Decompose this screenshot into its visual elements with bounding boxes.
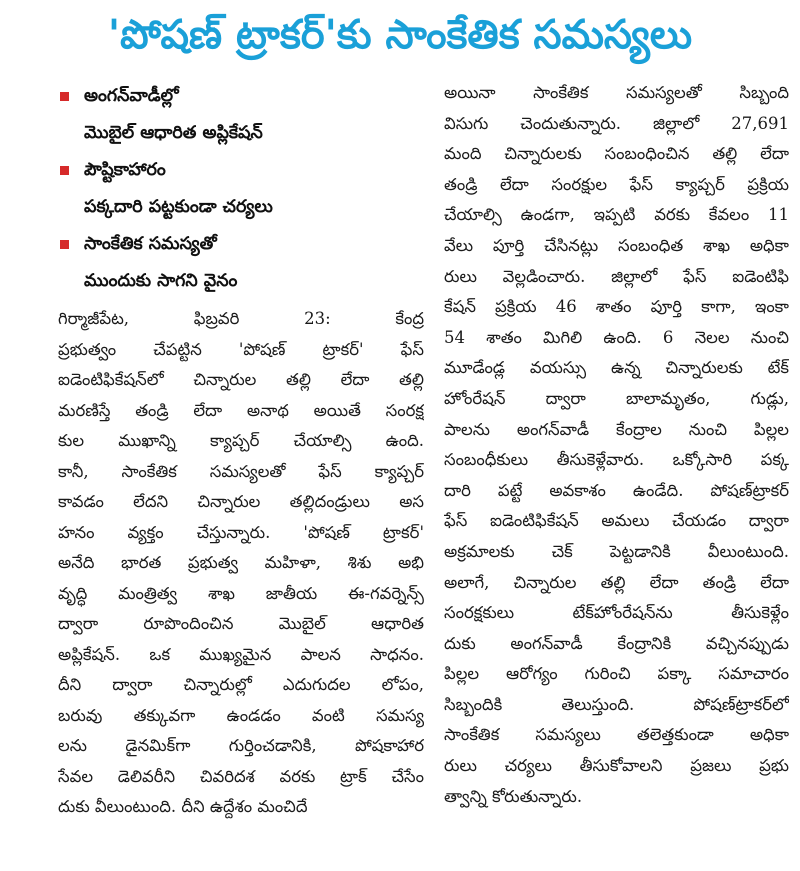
body-line: అప్లికేషన్. ఒక ముఖ్యమైన పాలన సాధనం. [58, 644, 424, 664]
body-line: రులు చర్యలు తీసుకోవాలని ప్రజలు ప్రభు [444, 756, 789, 776]
body-line: 54 శాతం మిగిలి ఉంది. 6 నెలల నుంచి [444, 327, 789, 347]
body-line: అక్రమాలకు చెక్ పెట్టడానికి వీలుంటుంది. [444, 541, 789, 561]
highlight-item [58, 152, 424, 226]
body-line: ద్వారా రూపొందించిన మొబైల్ ఆధారిత [58, 614, 424, 633]
body-line: సేవల డెలివరీని చివరిదశ వరకు ట్రాక్ చేసేం [58, 766, 424, 786]
body-line: మరణిస్తే తండ్రి లేదా అనాథ అయితే సంరక్ష [58, 400, 424, 420]
body-line: ఐడెంటిఫికేషన్‌లో చిన్నారుల తల్లి లేదా తల్లి [58, 370, 424, 389]
body-line: అలాగే, చిన్నారుల తల్లి లేదా తండ్రి లేదా [444, 572, 789, 592]
body-line: తండ్రి లేదా సంరక్షుల ఫేస్ క్యాప్చర్ ప్రక్రియ [444, 174, 789, 194]
highlight-line: పౌష్టికాహారం [84, 160, 166, 180]
body-line: దుకు అంగన్‌వాడీ కేంద్రానికి వచ్చినప్పుడు [444, 633, 789, 653]
body-line: హనం వ్యక్తం చేస్తున్నారు. 'పోషణ్ ట్రాకర్' [58, 522, 424, 542]
body-line: పాలను అంగన్‌వాడీ కేంద్రాల నుంచి పిల్లల [444, 419, 789, 439]
body-line: సిబ్బందికి తెలుస్తుంది. పోషణ్‌ట్రాకర్‌లో [444, 694, 789, 714]
body-line: సంబంధీకులు తీసుకెళ్లేవారు. ఒక్కోసారి పక్క [444, 450, 789, 470]
body-line: మంది చిన్నారులకు సంబంధించిన తల్లి లేదా [444, 144, 789, 164]
square-bullet-icon [60, 240, 69, 249]
body-line: గిర్మాజీపేట, ఫిబ్రవరి 23: కేంద్ర [58, 309, 424, 328]
highlight-item [58, 78, 424, 152]
body-line: విసుగు చెందుతున్నారు. జిల్లాలో 27,691 [444, 113, 789, 133]
body-text-right [444, 78, 789, 812]
body-line: బరువు తక్కువగా ఉండడం వంటి సమస్య [58, 705, 424, 725]
body-line: దారి పట్టే అవకాశం ఉండేది. పోషణ్‌ట్రాకర్ [444, 480, 789, 500]
body-line: వృద్ధి మంత్రిత్వ శాఖ జాతీయ ఈ-గవర్నెన్స్ [58, 583, 424, 603]
body-line: త్వాన్ని కోరుతున్నారు. [444, 786, 583, 806]
body-line: హోం‌రేషన్ ద్వారా బాలామృతం, గుడ్లు, [444, 388, 789, 408]
square-bullet-icon [60, 92, 69, 101]
highlight-line: సాంకేతిక సమస్యతో [84, 234, 217, 254]
highlight-line: అంగన్‌వాడీల్లో [84, 86, 179, 106]
body-line: మూడేండ్ల వయస్సు ఉన్న చిన్నారులకు టేక్ [444, 358, 789, 378]
body-line: కానీ, సాంకేతిక సమస్యలతో ఫేస్ క్యాప్చర్ [58, 461, 424, 481]
body-line: సంరక్షకులు టేక్‌హోం‌రేషన్‌ను తీసుకెళ్లేం [444, 603, 789, 623]
body-line: దుకు వీలుంటుంది. దీని ఉద్దేశం మంచిదే [58, 797, 308, 816]
body-line: కేషన్ ప్రక్రియ 46 శాతం పూర్తి కాగా, ఇంకా [444, 297, 789, 317]
body-line: అనేది భారత ప్రభుత్వ మహిళా, శిశు అభి [58, 553, 424, 572]
body-line: వేలు పూర్తి చేసినట్లు సంబంధిత శాఖ అధికా [444, 235, 789, 255]
highlights-list [58, 78, 424, 300]
body-line: కావడం లేదని చిన్నారుల తల్లిదండ్రులు అస [58, 492, 424, 511]
body-line: దీని ద్వారా చిన్నారుల్లో ఎదుగుదల లోపం, [58, 675, 424, 694]
body-line: అయినా సాంకేతిక సమస్యలతో సిబ్బంది [444, 83, 789, 102]
body-line: పిల్లల ఆరోగ్యం గురించి పక్కా సమాచారం [444, 664, 789, 684]
body-line: లను డైనమిక్‌గా గుర్తించడానికి, పోషకాహార [58, 736, 424, 755]
body-line: సాంకేతిక సమస్యలు తలెత్తకుండా అధికా [444, 725, 789, 745]
highlight-line: మొబైల్ ఆధారిత అప్లికేషన్ [84, 123, 263, 143]
body-line: ఫేస్ ఐడెంటిఫికేషన్ అమలు చేయడం ద్వారా [444, 511, 789, 531]
right-column [444, 78, 789, 812]
square-bullet-icon [60, 166, 69, 175]
highlight-line: పక్కదారి పట్టకుండా చర్యలు [84, 197, 273, 217]
body-line: కుల ముఖాన్ని క్యాప్చర్ చేయాల్సి ఉంది. [58, 431, 424, 450]
headline: 'పోషణ్ ట్రాకర్'కు సాంకేతిక సమస్యలు [107, 12, 693, 58]
body-text-left [58, 304, 424, 823]
body-line: చేయాల్సి ఉండగా, ఇప్పటి వరకు కేవలం 11 [444, 205, 789, 225]
left-column [58, 78, 424, 823]
body-line: ప్రభుత్వం చేపట్టిన 'పోషణ్ ట్రాకర్' ఫేస్ [58, 339, 424, 359]
highlight-item [58, 226, 424, 300]
highlight-line: ముందుకు సాగని వైనం [84, 271, 238, 291]
body-line: రులు వెల్లడించారు. జిల్లాలో ఫేస్ ఐడెంటిఫి [444, 266, 789, 286]
